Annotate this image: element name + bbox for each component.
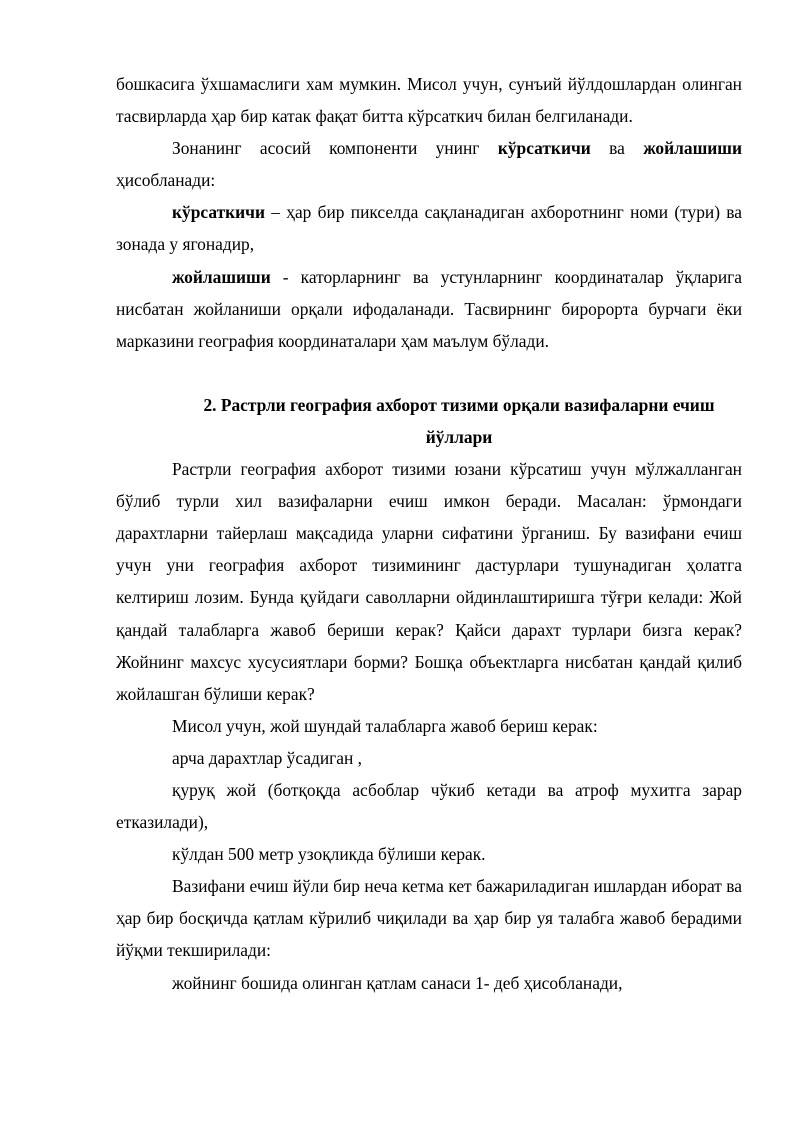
paragraph-2-text-b: ва: [590, 138, 644, 159]
paragraph-2-text-a: Зонанинг асосий компоненти унинг: [172, 138, 498, 159]
paragraph-8: қуруқ жой (ботқоқда асбоблар чўкиб кетади ва атроф мухитга зарар етказилади),: [116, 779, 742, 833]
definition-indicator-text: – ҳар бир пикселда сақланадиган ахборотнинг номи (тури) ва зонада у ягонадир,: [116, 202, 742, 255]
paragraph-10: Вазифани ечиш йўли бир неча кетма кет бажариладиган ишлардан иборат ва ҳар бир босқичда қатлам кўрилиб чиқилади ва ҳар бир уя талабга жавоб берадими йўқми текширилади:: [116, 876, 742, 961]
paragraph-9: кўлдан 500 метр узоқликда бўлиши керак.: [172, 844, 486, 865]
section-heading: 2. Растрли география ахборот тизими орқали вазифаларни ечиш йўллари: [203, 394, 715, 447]
paragraph-4: [116, 261, 742, 357]
definition-term-indicator: кўрсаткичи: [172, 202, 265, 223]
paragraph-3: [116, 196, 742, 260]
definition-term-location: жойлашиши: [172, 266, 271, 287]
document-body: [116, 68, 742, 999]
paragraph-2-text-c: ҳисобланади:: [116, 170, 216, 191]
paragraph-11: жойнинг бошида олинган қатлам санаси 1- деб ҳисобланади,: [172, 972, 623, 993]
term-indicator: кўрсаткичи: [497, 138, 591, 159]
paragraph-5: Растрли география ахборот тизими юзани кўрсатиш учун мўлжалланган бўлиб турли хил вазифаларни ечиш имкон беради. Масалан: ўрмондаги дарахтларни тайерлаш мақсадида уларни сифатини ўрганиш. Бу вазифани ечиш учун уни география ахборот тизимининг дастурлари тушунадиган ҳолатга келтириш лозим. Бунда қуйдаги саволларни ойдинлаштиришга тўғри келади: Жой қандай талабларга жавоб бериши керак? Қайси дарахт турлари бизга керак? Жойнинг махсус хусусиятлари борми? Бошқа объектларга нисбатан қандай қилиб жойлашган бўлиши керак?: [116, 459, 742, 704]
paragraph-1: бошкасига ўхшамаслиги хам мумкин. Мисол учун, сунъий йўлдошлардан олинган тасвирларда ҳар бир катак фақат битта кўрсаткич билан белгиланади.: [116, 74, 742, 127]
paragraph-7: арча дарахтлар ўсадиган ,: [172, 747, 362, 768]
definition-location-text: - каторларнинг ва устунларнинг координаталар ўқларига нисбатан жойланиши орқали ифодаланади. Тасвирнинг биророрта бурчаги ёки марказини география координаталари ҳам маълум бўлади.: [116, 266, 742, 351]
paragraph-2: [116, 132, 742, 196]
term-location: жойлашиши: [643, 138, 742, 159]
paragraph-6: Мисол учун, жой шундай талабларга жавоб бериш керак:: [172, 715, 598, 736]
